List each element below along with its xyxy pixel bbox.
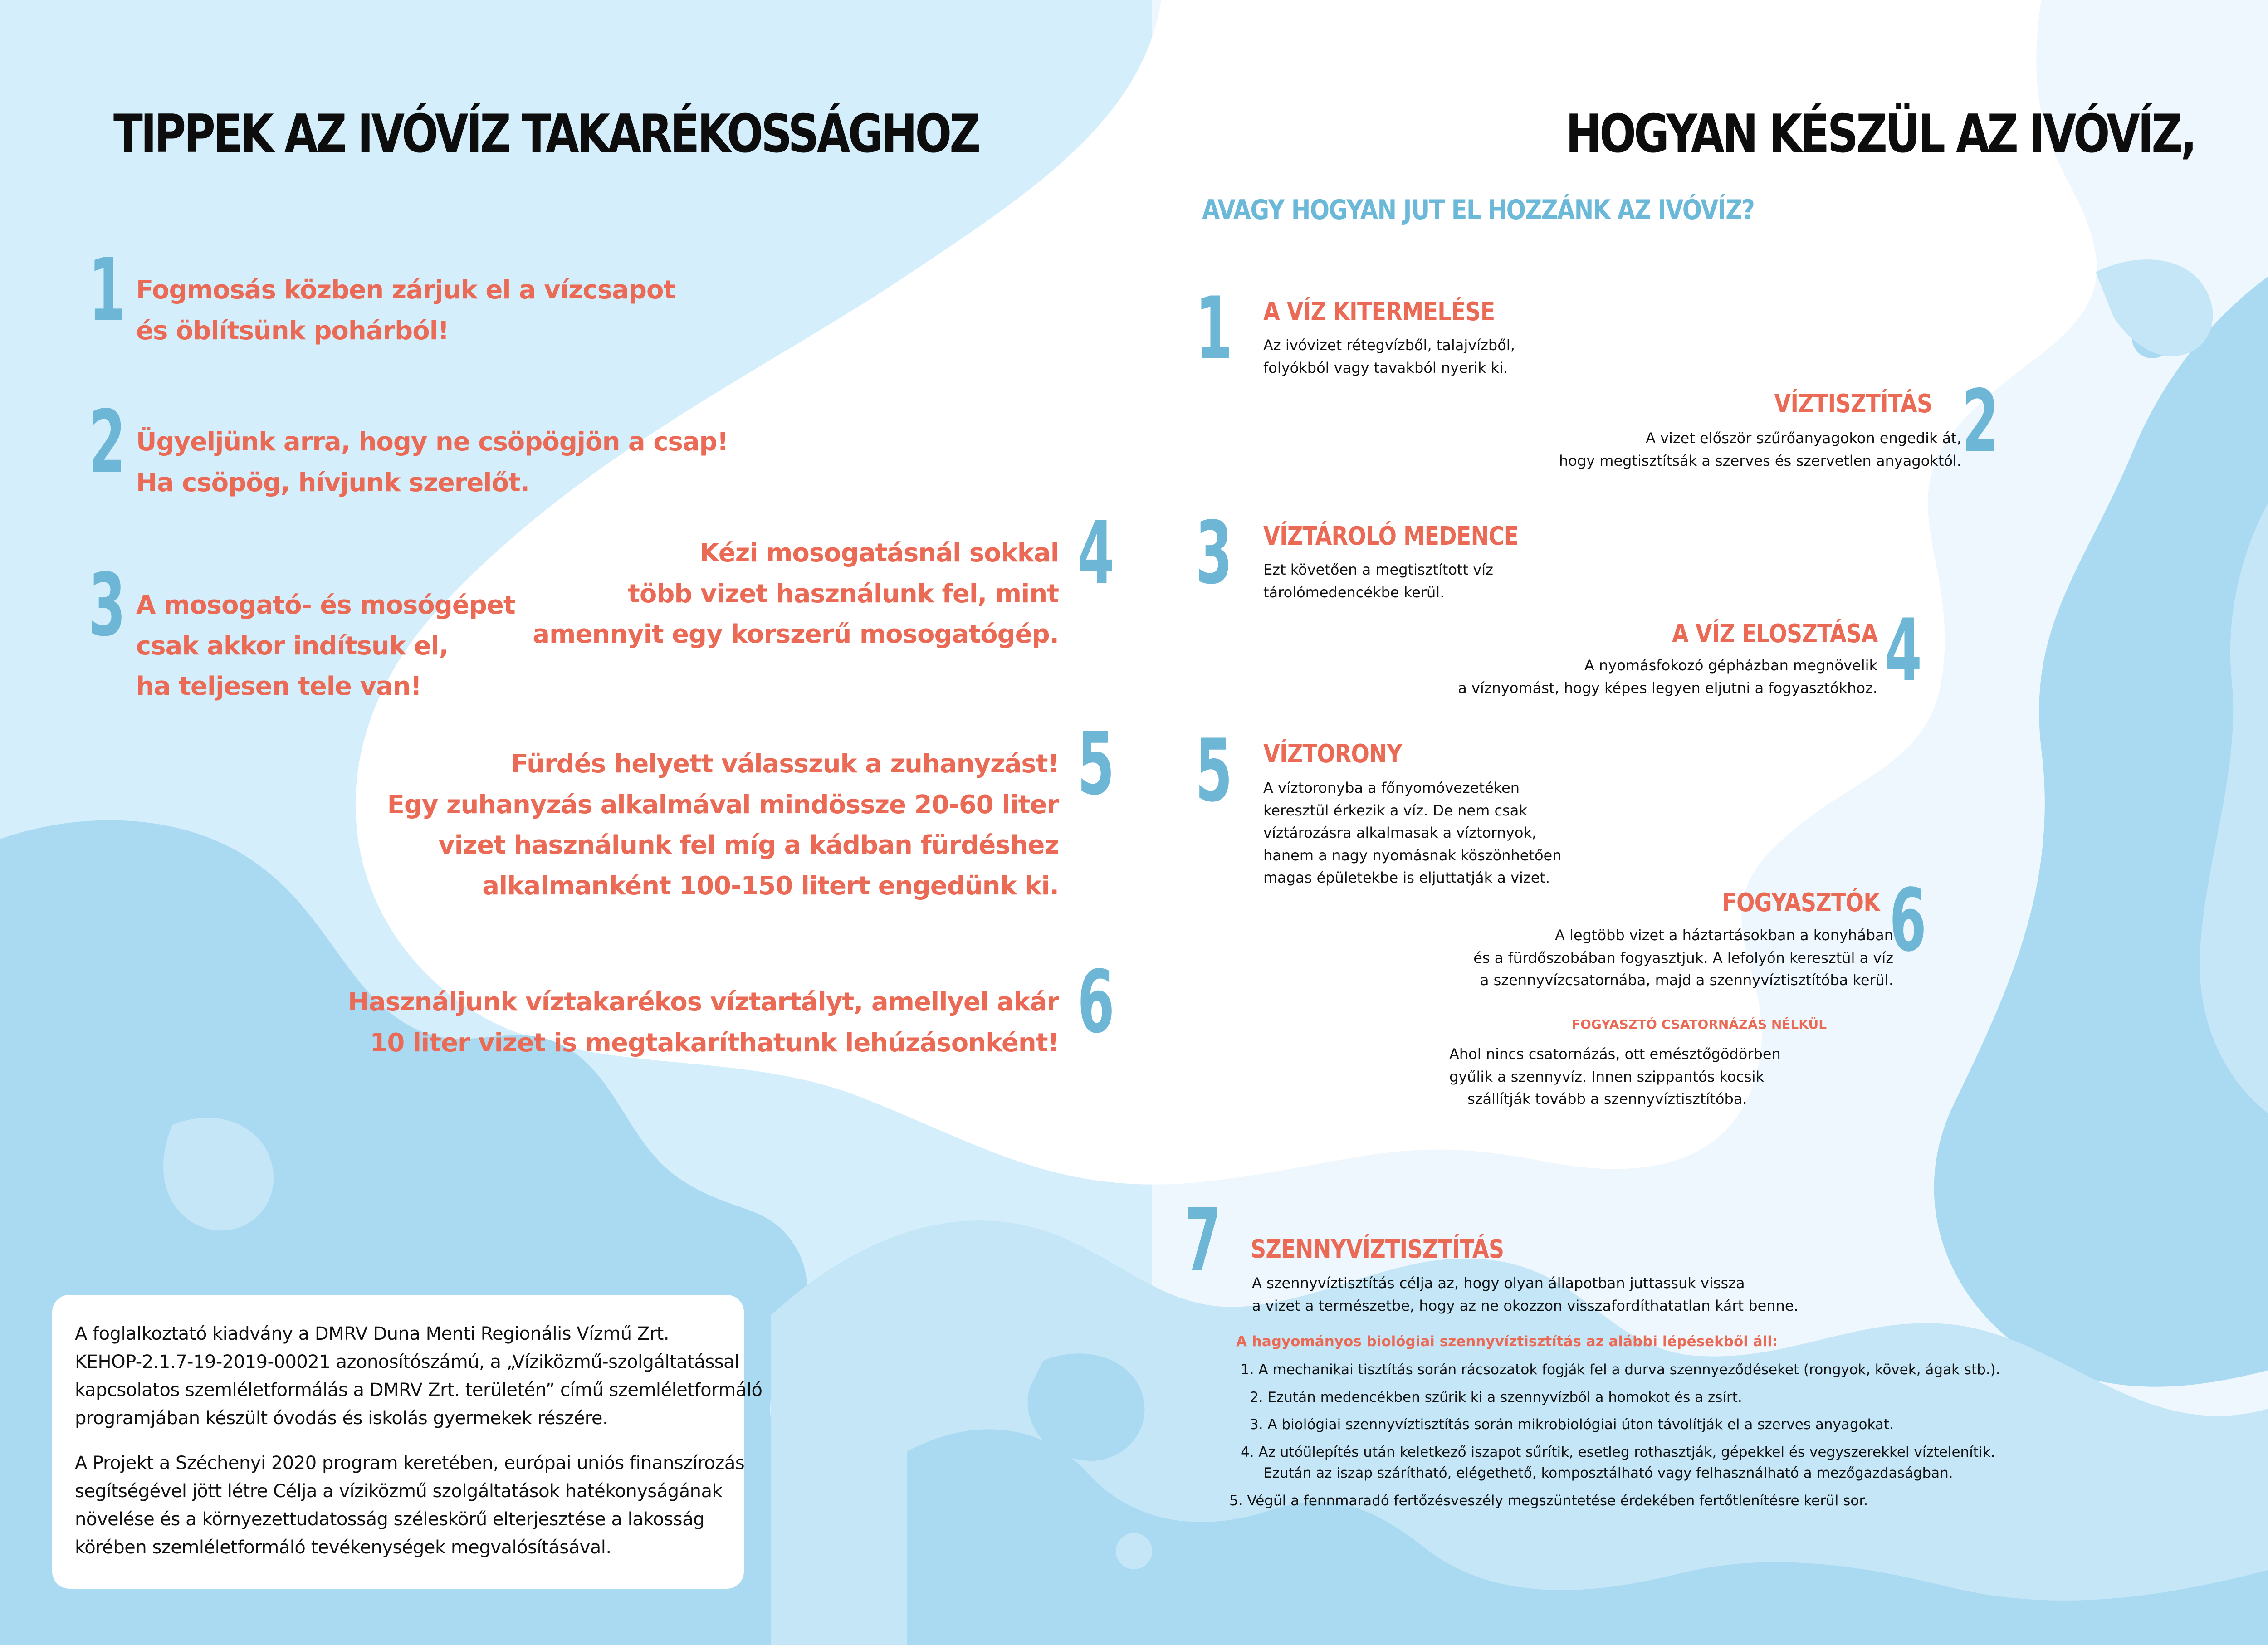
step-number-3: 3 <box>1195 503 1233 603</box>
right-page-title: HOGYAN KÉSZÜL AZ IVÓVÍZ, <box>1565 103 2195 165</box>
step-7-title: SZENNYVÍZTISZTÍTÁS <box>1251 1235 1504 1264</box>
tip-number-1: 1 <box>88 240 126 340</box>
step-4-text: A nyomásfokozó gépházban megnövelik a víznyomást, hogy képes legyen eljutni a fogyasztókhoz. <box>1458 657 1877 697</box>
tip-number-5: 5 <box>1077 714 1115 814</box>
info-paragraph-2: A Projekt a Széchenyi 2020 program keretében, európai uniós finanszírozás segítségével jött létre Célja a víziközmű szolgáltatások hatékonyságának növelése és a környezettudatosság széleskörű elterjesztése a lakosság körében szemléletformáló tevékenységek megvalósításával. <box>75 1453 745 1558</box>
step-number-5: 5 <box>1195 721 1233 821</box>
bio-treatment-list <box>1229 1359 2000 1518</box>
info-paragraph-1: A foglalkoztató kiadvány a DMRV Duna Menti Regionális Vízmű Zrt. KEHOP-2.1.7-19-2019-00021 azonosítószámú, a „Víziközmű-szolgáltatással kapcsolatos szemléletformálás a DMRV Zrt. területén” című szemléletformáló programjában készült óvodás és iskolás gyermekek részére. <box>75 1323 763 1429</box>
bio-treatment-title: A hagyományos biológiai szennyvíztisztítás az alábbi lépésekből áll: <box>1236 1333 1778 1350</box>
tip-1-text: Fogmosás közben zárjuk el a vízcsapot és öblítsünk pohárból! <box>136 275 675 346</box>
bio-step-2: 2. Ezután medencékben szűrik ki a szennyvízből a homokot és a zsírt. <box>1250 1389 1742 1406</box>
step-2-title: VÍZTISZTÍTÁS <box>1774 389 1932 419</box>
project-info-box <box>52 1295 763 1589</box>
step-3-title: VÍZTÁROLÓ MEDENCE <box>1263 522 1519 551</box>
tip-5-text: Fürdés helyett válasszuk a zuhanyzást! Egy zuhanyzás alkalmával mindössze 20-60 liter vizet használunk fel míg a kádban fürdéshez alkalmanként 100-150 litert engedünk ki. <box>387 749 1059 901</box>
step-1-title: A VÍZ KITERMELÉSE <box>1263 297 1495 327</box>
left-page-title: TIPPEK AZ IVÓVÍZ TAKARÉKOSSÁGHOZ <box>113 103 979 165</box>
bio-step-1: 1. A mechanikai tisztítás során rácsozatok fogják fel a durva szennyeződéseket (rongyok, kövek, ágak stb.). <box>1241 1362 2000 1378</box>
step-3-text: Ezt követően a megtisztított víz tárolómedencékbe kerül. <box>1263 561 1493 601</box>
step-1-text: Az ivóvizet rétegvízből, talajvízből, folyókból vagy tavakból nyerik ki. <box>1263 337 1515 376</box>
tip-4-text: Kézi mosogatásnál sokkal több vizet használunk fel, mint amennyit egy korszerű mosogatógép. <box>533 538 1059 649</box>
step-2-text: A vizet először szűrőanyagokon engedik át, hogy megtisztítsák a szerves és szervetlen anyagoktól. <box>1559 430 1961 469</box>
step-7-text: A szennyvíztisztítás célja az, hogy olyan állapotban juttassuk vissza a vizet a természetbe, hogy az ne okozzon visszafordíthatatlan kárt benne. <box>1252 1274 1799 1314</box>
step-4-title: A VÍZ ELOSZTÁSA <box>1672 619 1877 649</box>
tip-number-2: 2 <box>88 392 126 492</box>
step-number-4: 4 <box>1885 600 1922 701</box>
bio-step-5: 5. Végül a fennmaradó fertőzésveszély megszüntetése érdekében fertőtlenítésre kerül sor. <box>1229 1492 1868 1509</box>
tip-number-3: 3 <box>88 555 126 655</box>
bio-step-4-cont: Ezután az iszap szárítható, elégethető, komposztálható vagy felhasználható a mezőgazdaságban. <box>1263 1465 1953 1481</box>
tip-2-text: Ügyeljünk arra, hogy ne csöpögjön a csap! Ha csöpög, hívjunk szerelőt. <box>136 427 728 498</box>
step-number-6: 6 <box>1889 870 1927 971</box>
step-5-text: A víztoronyba a főnyomóvezetéken keresztül érkezik a víz. De nem csak víztározásra alkalmasak a víztornyok, hanem a nagy nyomásnak köszönhetően magas épületekbe is eljuttatják a vizet. <box>1263 779 1562 887</box>
step-number-1: 1 <box>1195 278 1233 379</box>
step-5-title: VÍZTORONY <box>1263 739 1402 769</box>
tip-3-text: A mosogató- és mosógépet csak akkor indítsuk el, ha teljesen tele van! <box>136 591 515 702</box>
right-page-subtitle: AVAGY HOGYAN JUT EL HOZZÁNK AZ IVÓVÍZ? <box>1202 194 1755 226</box>
step-6-title: FOGYASZTÓK <box>1722 888 1880 918</box>
tip-6-text: Használjunk víztakarékos víztartályt, amellyel akár 10 liter vizet is megtakaríthatunk lehúzásonként! <box>347 987 1059 1058</box>
no-sewer-title: FOGYASZTÓ CSATORNÁZÁS NÉLKÜL <box>1572 1017 1827 1032</box>
tip-number-4: 4 <box>1077 503 1115 603</box>
no-sewer-text: Ahol nincs csatornázás, ott emésztőgödörben gyűlik a szennyvíz. Innen szippantós kocsik szállítják tovább a szennyvíztisztítóba. <box>1449 1045 1781 1108</box>
step-number-2: 2 <box>1962 371 1999 472</box>
tip-number-6: 6 <box>1077 952 1115 1052</box>
bio-step-3: 3. A biológiai szennyvíztisztítás során mikrobiológiai úton távolítják el a szerves anyagokat. <box>1250 1416 1894 1433</box>
step-number-7: 7 <box>1184 1190 1222 1290</box>
step-6-text: A legtöbb vizet a háztartásokban a konyhában és a fürdőszobában fogyasztjuk. A lefolyón keresztül a víz a szennyvízcsatornába, majd a szennyvíztisztítóba kerül. <box>1473 927 1893 989</box>
bio-step-4: 4. Az utóülepítés után keletkező iszapot sűrítik, esetleg rothasztják, gépekkel és vegyszerekkel víztelenítik. <box>1241 1444 1995 1460</box>
